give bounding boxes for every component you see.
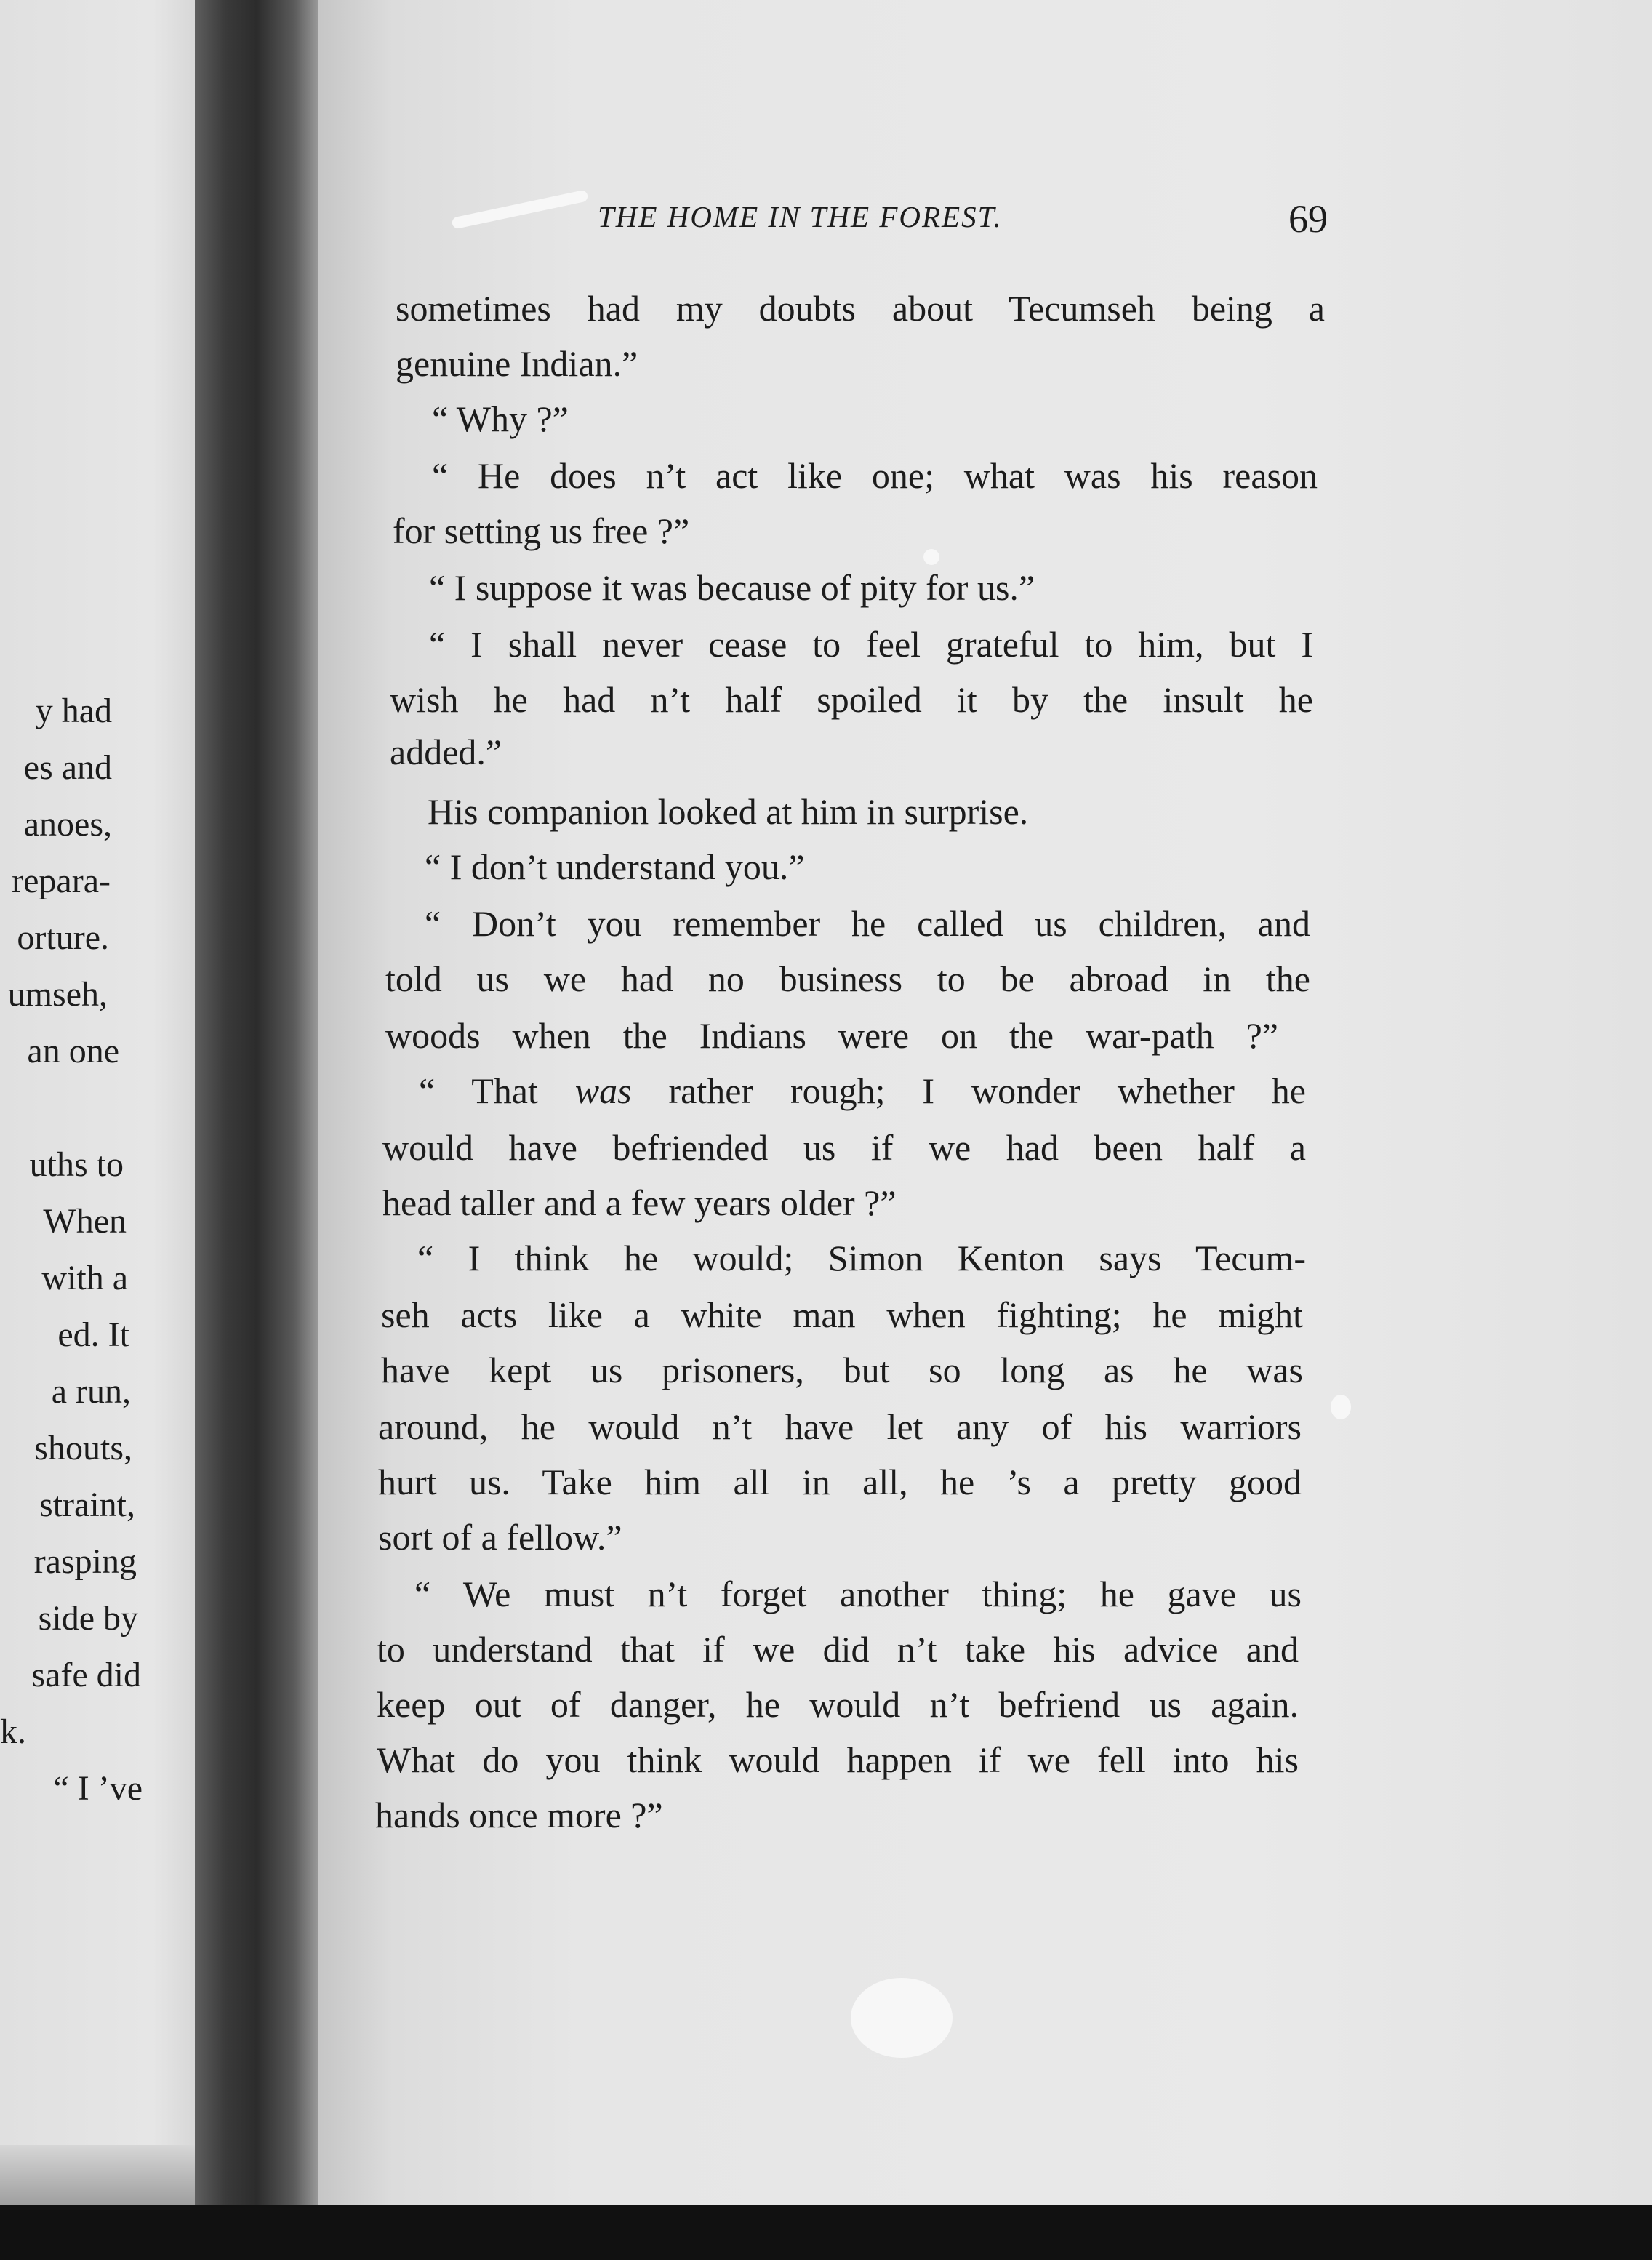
left-page-line: When (43, 1202, 127, 1241)
text-line: hurt us. Take him all in all, he ’s a pretty good (378, 1462, 1302, 1502)
text-line: genuine Indian.” (396, 343, 638, 384)
text-line: “ We must n’t forget another thing; he gave us (414, 1574, 1302, 1614)
left-page-line: with a (41, 1259, 128, 1297)
text-fragment: rather rough; I wonder whether he (631, 1070, 1306, 1111)
left-page-line: safe did (31, 1656, 141, 1694)
left-page-line: “ I ’ve (53, 1769, 143, 1808)
text-line: head taller and a few years older ?” (382, 1182, 897, 1223)
text-line: sort of a fellow.” (378, 1517, 622, 1558)
running-header: THE HOME IN THE FOREST. (598, 200, 1003, 233)
text-line: “ I shall never cease to feel grateful to him, but I (429, 624, 1313, 665)
left-page-line: umseh, (7, 975, 108, 1014)
text-line: to understand that if we did n’t take his advice and (377, 1629, 1299, 1670)
left-page-line: straint, (39, 1486, 135, 1524)
text-line: keep out of danger, he would n’t befriend us again. (377, 1684, 1299, 1725)
text-line: His companion looked at him in surprise. (428, 791, 1029, 832)
page-number: 69 (1288, 197, 1328, 241)
text-line: around, he would n’t have let any of his warriors (378, 1406, 1302, 1447)
left-page-line: y had (35, 692, 112, 730)
text-line: seh acts like a white man when fighting; he might (381, 1294, 1303, 1335)
left-page-line: orture. (17, 918, 109, 957)
left-page-line: uths to (29, 1145, 124, 1184)
text-line: hands once more ?” (375, 1795, 663, 1835)
text-line: told us we had no business to be abroad in the (385, 958, 1310, 999)
italic-word: was (574, 1070, 632, 1111)
left-page-line: repara- (12, 862, 111, 900)
left-page-line: side by (38, 1599, 138, 1638)
text-line: woods when the Indians were on the war-path ?” (385, 1015, 1278, 1056)
left-page-line: es and (23, 748, 112, 787)
text-line: “ Don’t you remember he called us children, and (425, 903, 1310, 944)
left-page-line: k. (0, 1712, 26, 1751)
text-line: have kept us prisoners, but so long as he was (381, 1350, 1303, 1390)
text-line (419, 1069, 1306, 1113)
scan-blemish (1331, 1395, 1351, 1419)
text-line: “ He does n’t act like one; what was his reason (432, 455, 1318, 496)
left-page-line: anoes, (23, 805, 112, 844)
text-line: for setting us free ?” (393, 510, 690, 551)
text-line: would have befriended us if we had been half a (382, 1127, 1306, 1168)
text-line: What do you think would happen if we fell into his (377, 1739, 1299, 1780)
left-page-line: ed. It (57, 1315, 129, 1354)
text-line: sometimes had my doubts about Tecumseh being a (396, 288, 1325, 329)
text-line: “ I don’t understand you.” (425, 846, 805, 887)
text-line: added.” (390, 732, 502, 772)
left-page-line: a run, (51, 1372, 131, 1411)
text-line: wish he had n’t half spoiled it by the insult he (390, 679, 1313, 720)
text-line: “ I think he would; Simon Kenton says Tecum- (417, 1238, 1306, 1278)
left-page-line: shouts, (34, 1429, 132, 1467)
text-line: “ I suppose it was because of pity for us.” (429, 567, 1035, 608)
left-page-line: an one (27, 1032, 119, 1070)
text-fragment: “ That (419, 1070, 575, 1111)
left-page-line: rasping (33, 1542, 137, 1581)
text-line: “ Why ?” (432, 398, 569, 439)
scan-blemish (851, 1978, 953, 2058)
scan-blemish (923, 549, 939, 565)
